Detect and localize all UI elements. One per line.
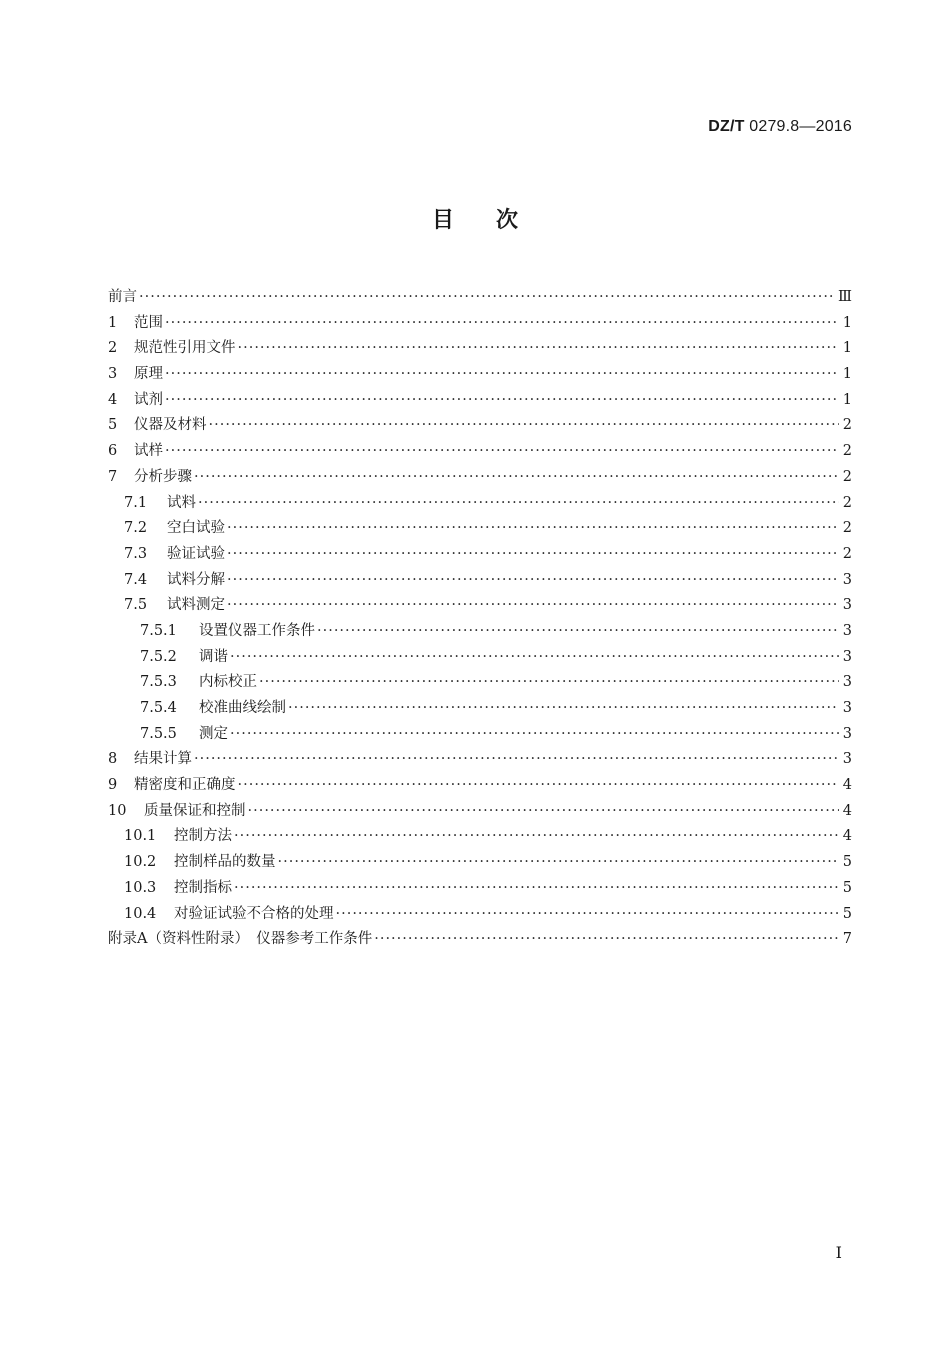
toc-dot-leader (165, 366, 839, 382)
toc-dot-leader (194, 751, 839, 767)
toc-dot-leader (227, 520, 839, 536)
toc-entry-page: 2 (842, 417, 852, 434)
toc-dot-leader (227, 572, 839, 588)
toc-dot-leader (194, 469, 839, 485)
standard-prefix: DZ/T (708, 118, 745, 135)
toc-entry-label: 分析步骤 (134, 468, 192, 485)
toc-entry-label: 规范性引用文件 (134, 340, 236, 357)
toc-entry-number: 7.5.4 (140, 700, 177, 716)
toc-dot-leader (139, 289, 835, 305)
toc-entry-page: 7 (842, 931, 852, 948)
toc-entry[interactable] (108, 491, 852, 517)
toc-dot-leader (230, 649, 839, 665)
toc-dot-leader (374, 931, 839, 947)
toc-entry[interactable] (108, 876, 852, 902)
toc-entry-number: 1 (108, 314, 118, 331)
toc-entry-number: 7.5.1 (140, 622, 177, 639)
toc-entry-page: 1 (842, 340, 852, 357)
table-of-contents (108, 285, 852, 953)
toc-entry-label: 精密度和正确度 (134, 777, 236, 794)
toc-entry-number: 4 (108, 391, 118, 408)
toc-entry-label: 试料 (167, 494, 196, 511)
toc-entry-number: 6 (108, 443, 118, 460)
toc-entry-page: 4 (842, 802, 852, 819)
toc-entry-number: 10.1 (124, 828, 157, 845)
toc-entry-label: 试料测定 (167, 597, 225, 614)
toc-entry-number: 7.5 (124, 597, 148, 614)
toc-entry[interactable] (108, 902, 852, 928)
toc-dot-leader (165, 392, 839, 408)
toc-entry[interactable] (108, 619, 852, 645)
toc-entry-number: 7.5.3 (140, 674, 177, 691)
toc-entry-number: 7.3 (124, 545, 148, 562)
toc-dot-leader (336, 906, 840, 922)
page-number: I (835, 1243, 842, 1262)
toc-dot-leader (248, 803, 840, 819)
toc-entry-page: 3 (842, 725, 852, 742)
toc-dot-leader (259, 674, 839, 690)
toc-entry-number: 2 (108, 340, 118, 357)
toc-entry[interactable] (108, 722, 852, 748)
toc-entry[interactable] (108, 773, 852, 799)
toc-entry-number: 5 (108, 417, 118, 434)
toc-entry-page: 2 (842, 468, 852, 485)
toc-entry[interactable] (108, 593, 852, 619)
standard-number: 0279.8—2016 (749, 118, 852, 135)
toc-dot-leader (238, 777, 840, 793)
toc-entry-page: 1 (842, 314, 852, 331)
toc-entry[interactable] (108, 696, 852, 722)
toc-entry[interactable] (108, 799, 852, 825)
toc-entry-page: 4 (842, 777, 852, 794)
toc-entry-number: 7.5.2 (140, 648, 177, 665)
toc-dot-leader (230, 726, 839, 742)
toc-entry[interactable] (108, 388, 852, 414)
toc-entry-label: 结果计算 (134, 751, 192, 768)
toc-entry-page: 2 (842, 545, 852, 562)
toc-entry[interactable] (108, 645, 852, 671)
toc-entry[interactable] (108, 542, 852, 568)
toc-dot-leader (278, 854, 840, 870)
toc-entry-label: 验证试验 (167, 545, 225, 562)
toc-dot-leader (234, 880, 839, 896)
toc-entry-page: 5 (842, 879, 852, 896)
toc-dot-leader (165, 315, 839, 331)
toc-entry-label: 试剂 (134, 391, 163, 408)
toc-entry-number: 8 (108, 751, 118, 768)
toc-entry[interactable] (108, 311, 852, 337)
toc-entry-number: 7.2 (124, 520, 148, 537)
toc-dot-leader (238, 340, 840, 356)
toc-entry-number: 9 (108, 777, 118, 794)
standard-code (708, 118, 852, 136)
toc-entry[interactable] (108, 413, 852, 439)
page-title: 目次 (431, 208, 560, 233)
toc-entry-page: 3 (842, 674, 852, 691)
toc-entry-label: 前言 (108, 289, 137, 305)
toc-entry-label: 试样 (134, 443, 163, 460)
toc-entry-number: 10.3 (124, 879, 157, 896)
toc-entry-page: 3 (842, 751, 852, 768)
toc-entry-page: 1 (842, 391, 852, 408)
toc-entry-label: 控制指标 (174, 879, 232, 896)
toc-entry-label: 控制样品的数量 (174, 854, 276, 871)
toc-entry-label: 原理 (134, 366, 163, 383)
toc-entry-page: 2 (842, 443, 852, 460)
toc-entry-page: 3 (842, 597, 852, 614)
toc-entry-page: 5 (842, 905, 852, 922)
toc-entry[interactable] (108, 439, 852, 465)
toc-entry[interactable] (108, 465, 852, 491)
toc-entry[interactable] (108, 927, 852, 953)
toc-entry-label: 附录A（资料性附录） 仪器参考工作条件 (108, 931, 373, 948)
toc-entry-number: 7.1 (124, 494, 148, 511)
toc-entry-label: 测定 (199, 725, 228, 742)
toc-entry[interactable] (108, 362, 852, 388)
toc-entry-number: 7.4 (124, 571, 148, 588)
toc-entry-label: 对验证试验不合格的处理 (174, 905, 334, 922)
toc-dot-leader (209, 417, 840, 433)
toc-entry[interactable] (108, 336, 852, 362)
toc-entry-page: 2 (842, 520, 852, 537)
toc-entry-label: 空白试验 (167, 520, 225, 537)
toc-entry[interactable] (108, 850, 852, 876)
toc-entry-label: 校准曲线绘制 (199, 700, 286, 716)
toc-entry-number: 7.5.5 (140, 725, 177, 742)
toc-entry-label: 控制方法 (174, 828, 232, 845)
toc-entry-page: 3 (842, 700, 852, 716)
toc-entry-page: Ⅲ (838, 289, 852, 305)
toc-dot-leader (317, 623, 839, 639)
toc-entry-number: 10 (108, 802, 127, 819)
toc-entry-page: 2 (842, 494, 852, 511)
toc-dot-leader (165, 443, 839, 459)
toc-entry-page: 3 (842, 571, 852, 588)
toc-entry-number: 3 (108, 366, 118, 383)
toc-dot-leader (288, 700, 839, 716)
toc-dot-leader (198, 495, 839, 511)
toc-entry[interactable] (108, 670, 852, 696)
toc-entry-page: 4 (842, 828, 852, 845)
toc-entry-label: 范围 (134, 314, 163, 331)
toc-entry-label: 质量保证和控制 (144, 802, 246, 819)
toc-entry-label: 内标校正 (199, 674, 257, 691)
toc-entry-label: 设置仪器工作条件 (199, 622, 315, 639)
toc-entry-label: 调谐 (199, 648, 228, 665)
toc-entry[interactable] (108, 568, 852, 594)
toc-entry[interactable] (108, 747, 852, 773)
toc-entry[interactable] (108, 285, 852, 311)
toc-entry-number: 7 (108, 468, 118, 485)
toc-entry-page: 3 (842, 622, 852, 639)
toc-dot-leader (234, 828, 839, 844)
toc-entry-number: 10.2 (124, 854, 157, 871)
toc-entry[interactable] (108, 516, 852, 542)
toc-dot-leader (227, 597, 839, 613)
toc-entry-page: 1 (842, 366, 852, 383)
toc-entry-label: 仪器及材料 (134, 417, 207, 434)
toc-entry-page: 5 (842, 854, 852, 871)
toc-entry-page: 3 (842, 648, 852, 665)
toc-entry-number: 10.4 (124, 905, 157, 922)
toc-dot-leader (227, 546, 839, 562)
toc-entry-label: 试料分解 (167, 571, 225, 588)
toc-entry[interactable] (108, 824, 852, 850)
